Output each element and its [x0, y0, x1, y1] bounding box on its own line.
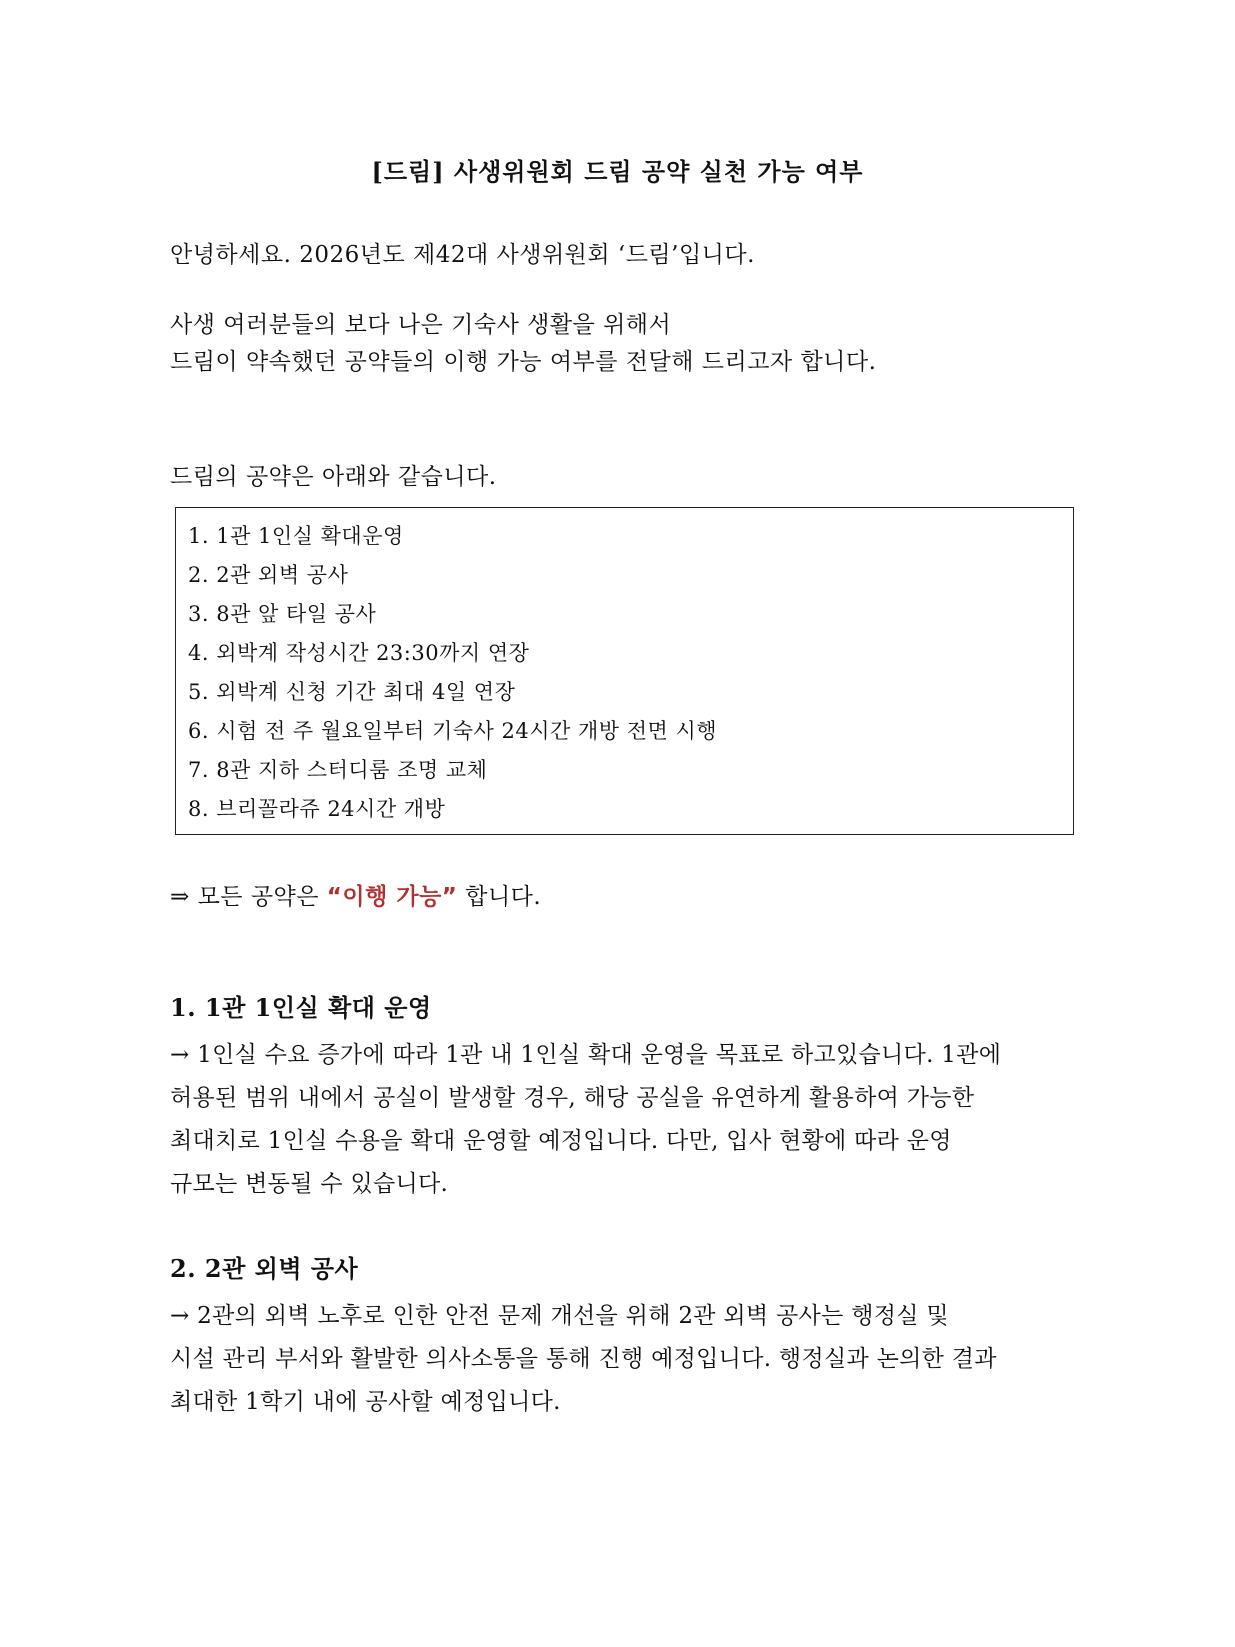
promise-list-box [175, 507, 1074, 835]
promise-item: 4. 외박계 작성시간 23:30까지 연장 [188, 641, 530, 665]
conclusion-suffix: 합니다. [457, 884, 542, 910]
promise-item: 3. 8관 앞 타일 공사 [188, 602, 377, 626]
section-heading: 2. 2관 외벽 공사 [170, 1254, 359, 1283]
list-intro-text: 드림의 공약은 아래와 같습니다. [170, 464, 497, 490]
promise-item: 6. 시험 전 주 월요일부터 기숙사 24시간 개방 전면 시행 [188, 719, 718, 743]
promise-item: 8. 브리꼴라쥬 24시간 개방 [188, 797, 446, 821]
section-line: → 2관의 외벽 노후로 인한 안전 문제 개선을 위해 2관 외벽 공사는 행정실 및 [170, 1303, 949, 1329]
promise-item: 7. 8관 지하 스터디룸 조명 교체 [188, 758, 488, 782]
conclusion-highlight: “이행 가능” [326, 884, 458, 910]
section-line: 최대한 1학기 내에 공사할 예정입니다. [170, 1389, 561, 1415]
promise-item: 1. 1관 1인실 확대운영 [188, 524, 404, 548]
section-line: 허용된 범위 내에서 공실이 발생할 경우, 해당 공실을 유연하게 활용하여 가능한 [170, 1085, 975, 1111]
section-line: 최대치로 1인실 수용을 확대 운영할 예정입니다. 다만, 입사 현황에 따라 운영 [170, 1128, 952, 1154]
section-line: 규모는 변동될 수 있습니다. [170, 1171, 449, 1197]
intro-line-2: 드림이 약속했던 공약들의 이행 가능 여부를 전달해 드리고자 합니다. [170, 349, 877, 375]
promise-item: 2. 2관 외벽 공사 [188, 563, 349, 587]
section-line: → 1인실 수요 증가에 따라 1관 내 1인실 확대 운영을 목표로 하고있습니다. 1관에 [170, 1042, 1002, 1068]
conclusion-prefix: ⇒ 모든 공약은 [170, 884, 327, 910]
intro-line-1: 사생 여러분들의 보다 나은 기숙사 생활을 위해서 [170, 312, 672, 338]
greeting-text: 안녕하세요. 2026년도 제42대 사생위원회 ‘드림’입니다. [170, 242, 755, 268]
section-heading: 1. 1관 1인실 확대 운영 [170, 993, 432, 1022]
section-line: 시설 관리 부서와 활발한 의사소통을 통해 진행 예정입니다. 행정실과 논의한 결과 [170, 1346, 997, 1372]
conclusion-text [170, 878, 541, 911]
document-title: [드림] 사생위원회 드림 공약 실천 가능 여부 [371, 157, 864, 186]
promise-item: 5. 외박계 신청 기간 최대 4일 연장 [188, 680, 516, 704]
